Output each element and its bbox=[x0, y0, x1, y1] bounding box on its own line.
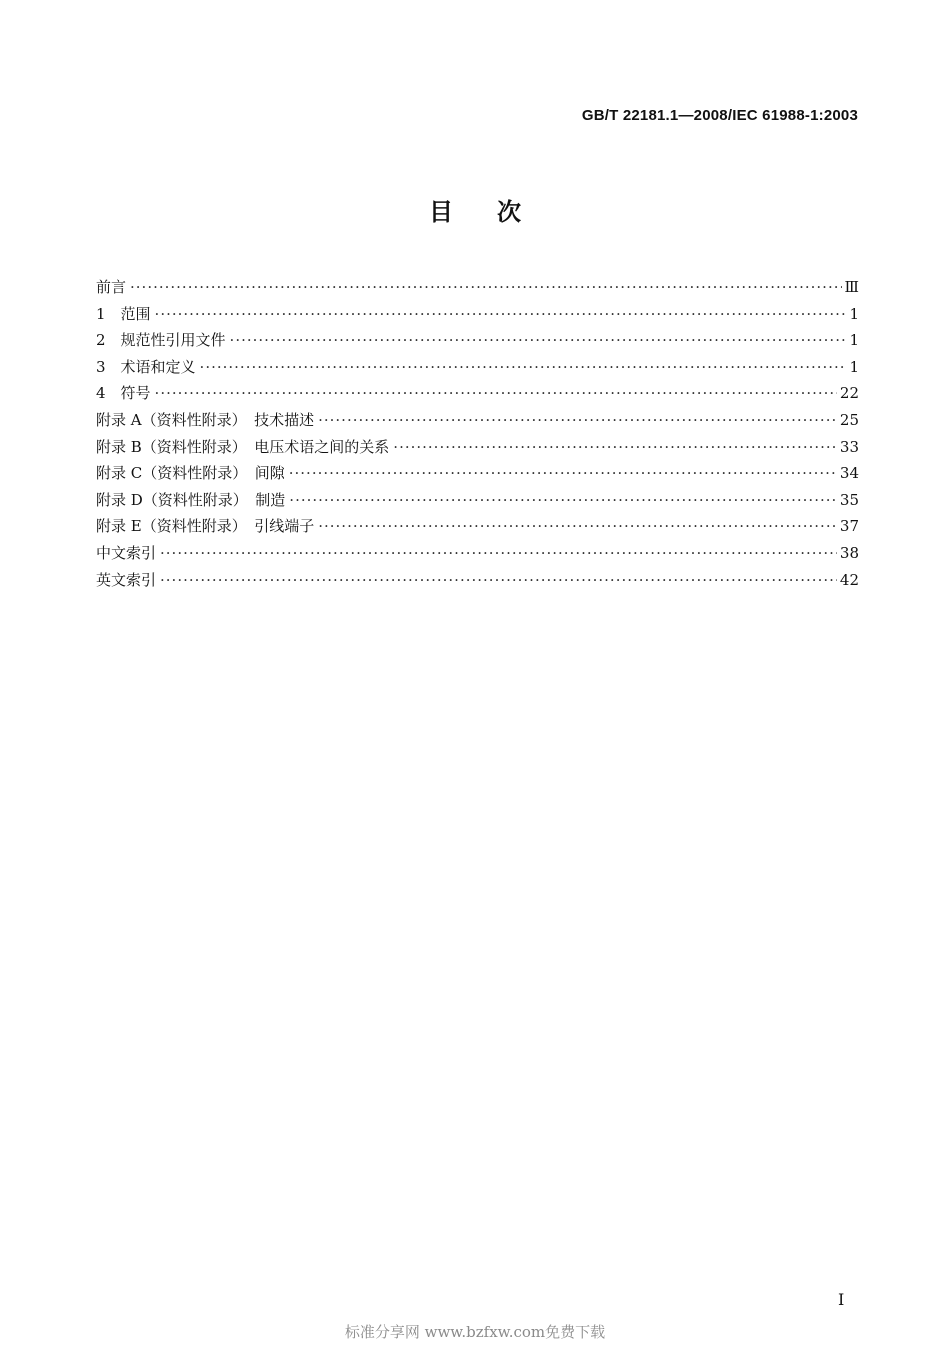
toc-entry-page: Ⅲ bbox=[844, 278, 859, 296]
dot-leader bbox=[200, 357, 847, 377]
toc-entry-page: 33 bbox=[839, 437, 859, 456]
dot-leader bbox=[160, 570, 837, 590]
toc-entry-label: 2 规范性引用文件 bbox=[96, 331, 226, 350]
toc-entry-chinese-index[interactable] bbox=[96, 543, 859, 570]
toc-entry-annex-c[interactable] bbox=[96, 463, 859, 490]
table-of-contents bbox=[96, 277, 859, 596]
toc-entry-label: 附录 D（资料性附录） 制造 bbox=[96, 490, 286, 509]
toc-entry-english-index[interactable] bbox=[96, 570, 859, 597]
toc-entry-label: 4 符号 bbox=[96, 384, 151, 403]
dot-leader bbox=[155, 304, 847, 324]
toc-entry-label: 1 范围 bbox=[96, 304, 151, 323]
toc-entry-page: 1 bbox=[849, 304, 859, 323]
toc-entry-foreword[interactable] bbox=[96, 277, 859, 304]
toc-entry-label: 前言 bbox=[96, 278, 127, 296]
toc-entry-page: 25 bbox=[839, 410, 859, 429]
toc-entry-label: 附录 B（资料性附录） 电压术语之间的关系 bbox=[96, 437, 390, 456]
dot-leader bbox=[289, 463, 837, 483]
toc-entry-page: 34 bbox=[839, 464, 859, 483]
dot-leader bbox=[160, 543, 837, 563]
toc-entry-normative-references[interactable] bbox=[96, 330, 859, 357]
watermark-text: 标准分享网 www.bzfxw.com免费下载 bbox=[344, 1323, 606, 1341]
toc-entry-page: 22 bbox=[839, 384, 859, 403]
dot-leader bbox=[318, 410, 837, 430]
dot-leader bbox=[393, 437, 837, 457]
toc-entry-page: 35 bbox=[839, 490, 859, 509]
toc-entry-page: 38 bbox=[839, 543, 859, 562]
toc-entry-terms-definitions[interactable] bbox=[96, 357, 859, 384]
dot-leader bbox=[289, 490, 837, 510]
toc-entry-annex-e[interactable] bbox=[96, 516, 859, 543]
toc-entry-label: 中文索引 bbox=[96, 543, 157, 562]
toc-entry-page: 37 bbox=[839, 517, 859, 536]
toc-entry-label: 3 术语和定义 bbox=[96, 357, 196, 376]
dot-leader bbox=[130, 277, 842, 297]
toc-entry-label: 附录 A（资料性附录） 技术描述 bbox=[96, 410, 315, 429]
standard-code: GB/T 22181.1—2008/IEC 61988-1:2003 bbox=[581, 107, 858, 124]
dot-leader bbox=[230, 330, 847, 350]
toc-entry-page: 1 bbox=[849, 331, 859, 350]
page-number: I bbox=[838, 1290, 845, 1309]
toc-entry-label: 附录 E（资料性附录） 引线端子 bbox=[96, 517, 315, 536]
toc-entry-scope[interactable] bbox=[96, 304, 859, 331]
toc-entry-symbols[interactable] bbox=[96, 383, 859, 410]
toc-entry-annex-b[interactable] bbox=[96, 437, 859, 464]
dot-leader bbox=[155, 383, 837, 403]
toc-entry-label: 英文索引 bbox=[96, 570, 157, 589]
toc-title: 目次 bbox=[429, 198, 565, 226]
toc-entry-page: 42 bbox=[839, 570, 859, 589]
toc-entry-annex-a[interactable] bbox=[96, 410, 859, 437]
dot-leader bbox=[318, 516, 837, 536]
toc-entry-annex-d[interactable] bbox=[96, 490, 859, 517]
toc-entry-page: 1 bbox=[849, 357, 859, 376]
toc-entry-label: 附录 C（资料性附录） 间隙 bbox=[96, 464, 285, 483]
